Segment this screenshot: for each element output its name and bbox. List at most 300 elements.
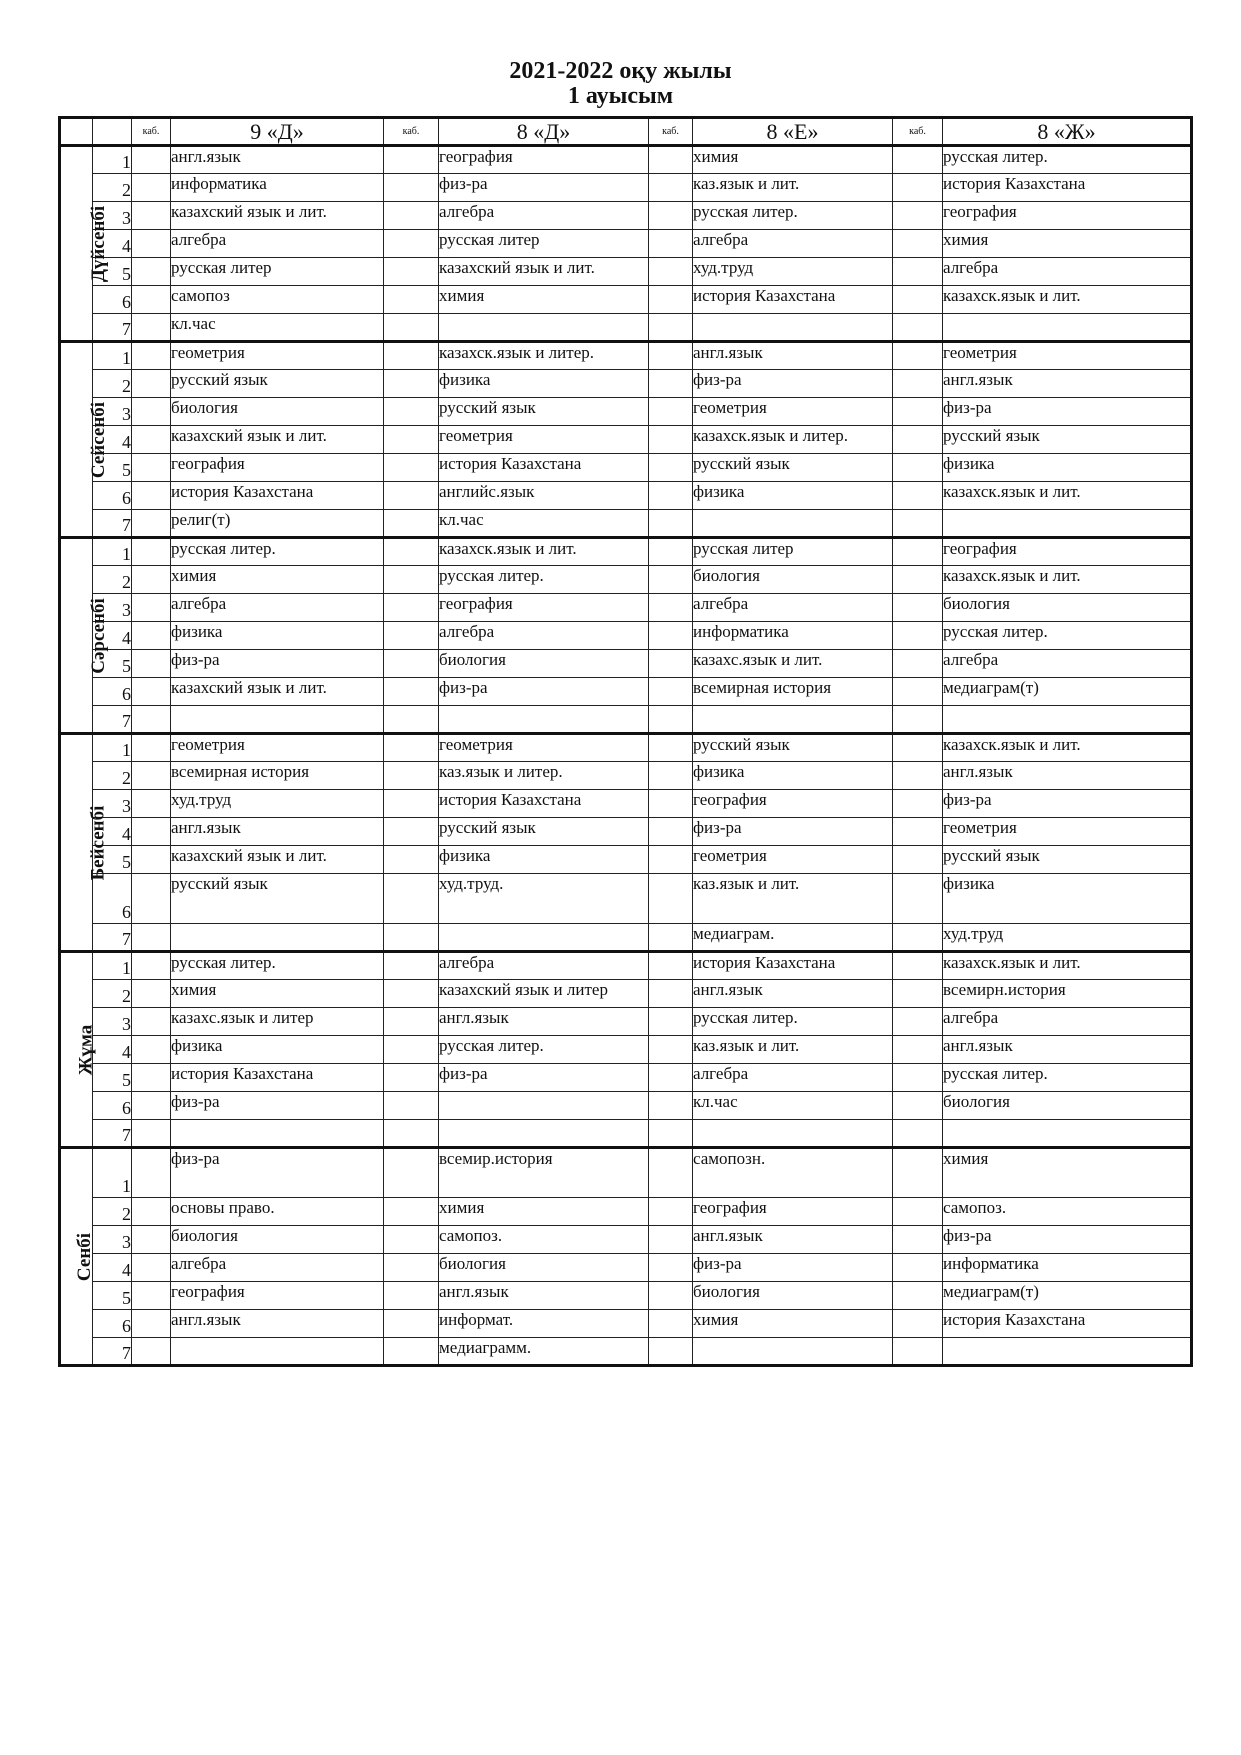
subject-cell: геометрия [943,342,1192,370]
lesson-number: 3 [93,398,132,426]
kab-cell [384,538,439,566]
subject-cell: каз.язык и лит. [693,174,893,202]
subject-cell: англ.язык [943,1036,1192,1064]
subject-cell: казахский язык и лит. [171,678,384,706]
subject-cell: алгебра [439,952,649,980]
kab-cell [384,594,439,622]
lesson-row [60,538,1192,566]
lesson-number: 4 [93,818,132,846]
subject-cell [693,510,893,538]
kab-cell [893,1008,943,1036]
subject-cell: физика [943,874,1192,924]
kab-cell [384,706,439,734]
kab-cell [649,734,693,762]
subject-cell: медиаграм(т) [943,1282,1192,1310]
kab-cell [384,286,439,314]
subject-cell: русский язык [439,398,649,426]
kab-cell [649,1008,693,1036]
lesson-number: 6 [93,874,132,924]
kab-cell [649,146,693,174]
subject-cell: казахск.язык и лит. [943,734,1192,762]
kab-cell [384,1310,439,1338]
kab-cell [384,924,439,952]
subject-cell: казахский язык и литер [439,980,649,1008]
subject-cell: физ-ра [693,370,893,398]
lesson-row [60,1008,1192,1036]
lesson-number: 7 [93,314,132,342]
subject-cell [943,1338,1192,1366]
kab-cell [132,1064,171,1092]
kab-cell [649,1310,693,1338]
subject-cell: русский язык [943,426,1192,454]
kab-cell [649,678,693,706]
lesson-row [60,622,1192,650]
subject-cell: самопоз. [439,1226,649,1254]
lesson-row [60,1282,1192,1310]
lesson-row [60,594,1192,622]
lesson-row [60,1310,1192,1338]
day-name: Бейсенбі [87,805,109,880]
subject-cell: медиаграм. [693,924,893,952]
kab-cell [384,146,439,174]
lesson-row [60,202,1192,230]
lesson-number: 5 [93,650,132,678]
kab-cell [132,370,171,398]
class-header-8e: 8 «Е» [693,118,893,146]
kab-cell [649,980,693,1008]
schedule-table [58,116,1193,1367]
kab-cell [132,734,171,762]
lesson-row [60,1226,1192,1254]
kab-cell [649,1226,693,1254]
kab-cell [132,566,171,594]
kab-cell [384,1148,439,1198]
kab-cell [893,1254,943,1282]
subject-cell: физ-ра [693,818,893,846]
subject-cell: казахск.язык и лит. [943,566,1192,594]
lesson-row [60,398,1192,426]
subject-cell: медиаграмм. [439,1338,649,1366]
kab-cell [649,286,693,314]
subject-cell [943,510,1192,538]
kab-cell [893,426,943,454]
lesson-number: 6 [93,678,132,706]
kab-cell [893,734,943,762]
kab-cell [384,1226,439,1254]
kab-cell [132,174,171,202]
kab-cell [649,1198,693,1226]
kab-cell [132,706,171,734]
kab-cell [893,1198,943,1226]
kab-cell [132,510,171,538]
kab-cell [893,146,943,174]
subject-cell: англ.язык [693,342,893,370]
kab-header: каб. [384,118,439,146]
kab-cell [649,230,693,258]
kab-cell [384,202,439,230]
subject-cell: химия [171,566,384,594]
lesson-number: 4 [93,230,132,258]
kab-cell [893,874,943,924]
kab-cell [893,1092,943,1120]
kab-cell [893,1310,943,1338]
kab-cell [132,1282,171,1310]
kab-cell [132,426,171,454]
subject-cell: основы право. [171,1198,384,1226]
kab-cell [893,314,943,342]
lesson-row [60,426,1192,454]
subject-cell: алгебра [693,1064,893,1092]
lesson-number: 6 [93,286,132,314]
subject-cell: русская литер. [171,952,384,980]
kab-cell [132,538,171,566]
kab-cell [893,762,943,790]
subject-cell: история Казахстана [439,454,649,482]
subject-cell [943,706,1192,734]
kab-cell [893,846,943,874]
lesson-number: 4 [93,1036,132,1064]
lesson-number: 5 [93,1282,132,1310]
lesson-row [60,566,1192,594]
subject-cell: физ-ра [439,678,649,706]
kab-cell [649,650,693,678]
class-header-8d: 8 «Д» [439,118,649,146]
subject-cell: казахс.язык и литер [171,1008,384,1036]
kab-cell [132,650,171,678]
subject-cell: геометрия [171,734,384,762]
kab-cell [893,622,943,650]
lesson-row [60,1254,1192,1282]
subject-cell: геометрия [943,818,1192,846]
kab-cell [649,510,693,538]
lesson-number: 1 [93,342,132,370]
lesson-row [60,924,1192,952]
kab-cell [649,924,693,952]
lesson-number: 6 [93,1310,132,1338]
lesson-row [60,314,1192,342]
kab-cell [384,678,439,706]
kab-cell [893,706,943,734]
kab-cell [384,762,439,790]
page-title: 2021-2022 оқу жылы [509,58,732,84]
subject-cell: биология [171,1226,384,1254]
subject-cell: самопозн. [693,1148,893,1198]
subject-cell: геометрия [693,398,893,426]
kab-cell [893,342,943,370]
kab-cell [893,980,943,1008]
subject-cell: англ.язык [439,1282,649,1310]
subject-cell: физ-ра [171,1092,384,1120]
subject-cell: русская литер. [439,566,649,594]
kab-cell [649,622,693,650]
subject-cell: химия [943,1148,1192,1198]
kab-cell [649,566,693,594]
lesson-row [60,258,1192,286]
lesson-number: 3 [93,1226,132,1254]
subject-cell: религ(т) [171,510,384,538]
lesson-row [60,1148,1192,1198]
kab-cell [384,1120,439,1148]
kab-cell [384,734,439,762]
lesson-number: 2 [93,566,132,594]
kab-cell [132,482,171,510]
kab-cell [893,678,943,706]
lesson-row [60,980,1192,1008]
kab-cell [893,1148,943,1198]
lesson-number: 5 [93,1064,132,1092]
kab-cell [384,1008,439,1036]
kab-cell [132,762,171,790]
subject-cell: худ.труд [171,790,384,818]
subject-cell: русский язык [439,818,649,846]
subject-cell: физ-ра [943,1226,1192,1254]
subject-cell: история Казахстана [693,952,893,980]
kab-cell [893,594,943,622]
subject-cell: биология [943,594,1192,622]
kab-cell [384,1036,439,1064]
kab-cell [384,174,439,202]
subject-cell: география [171,454,384,482]
kab-cell [649,1338,693,1366]
subject-cell: физ-ра [171,1148,384,1198]
day-label-cell [60,952,97,1148]
kab-cell [893,818,943,846]
subject-cell: физика [693,762,893,790]
subject-cell: геометрия [439,734,649,762]
subject-cell: русская литер. [439,1036,649,1064]
lesson-number: 3 [93,790,132,818]
lesson-number: 4 [93,1254,132,1282]
subject-cell: физ-ра [439,1064,649,1092]
subject-cell: биология [171,398,384,426]
subject-cell: русская литер. [171,538,384,566]
lesson-row [60,174,1192,202]
kab-cell [649,818,693,846]
subject-cell [693,1120,893,1148]
kab-cell [649,1036,693,1064]
lesson-number: 4 [93,426,132,454]
subject-cell: физ-ра [943,790,1192,818]
kab-cell [893,1120,943,1148]
kab-cell [893,398,943,426]
subject-cell: геометрия [171,342,384,370]
lesson-row [60,1198,1192,1226]
subject-cell: физика [171,1036,384,1064]
kab-cell [649,174,693,202]
class-header-9d: 9 «Д» [171,118,384,146]
subject-cell: информат. [439,1310,649,1338]
kab-cell [132,678,171,706]
kab-cell [384,952,439,980]
kab-cell [132,230,171,258]
subject-cell: англ.язык [943,370,1192,398]
subject-cell: биология [943,1092,1192,1120]
subject-cell: каз.язык и лит. [693,874,893,924]
subject-cell: физ-ра [171,650,384,678]
kab-cell [132,258,171,286]
subject-cell: русская литер [171,258,384,286]
lesson-row [60,846,1192,874]
schedule-body [60,146,1192,1366]
kab-cell [384,622,439,650]
subject-cell: англ.язык [171,818,384,846]
lesson-row [60,1036,1192,1064]
kab-cell [132,398,171,426]
kab-cell [893,1064,943,1092]
subject-cell: алгебра [171,594,384,622]
header-row [60,118,1192,146]
day-label-cell [60,1148,96,1366]
kab-cell [132,1198,171,1226]
kab-cell [893,924,943,952]
subject-cell: информатика [943,1254,1192,1282]
lesson-row [60,706,1192,734]
subject-cell: русский язык [943,846,1192,874]
lesson-row [60,370,1192,398]
kab-header: каб. [132,118,171,146]
subject-cell [439,314,649,342]
subject-cell: информатика [693,622,893,650]
subject-cell: всемирная история [171,762,384,790]
subject-cell [439,1120,649,1148]
subject-cell: казахский язык и лит. [171,846,384,874]
lesson-number: 2 [93,370,132,398]
subject-cell: алгебра [943,650,1192,678]
subject-cell: история Казахстана [439,790,649,818]
lesson-number: 5 [93,454,132,482]
kab-cell [893,286,943,314]
kab-cell [384,980,439,1008]
subject-cell: кл.час [171,314,384,342]
subject-cell: история Казахстана [693,286,893,314]
day-label-cell [60,538,109,734]
kab-cell [132,1148,171,1198]
kab-cell [893,230,943,258]
kab-cell [649,1282,693,1310]
subject-cell: кл.час [693,1092,893,1120]
subject-cell: химия [693,1310,893,1338]
kab-cell [132,846,171,874]
kab-cell [384,230,439,258]
lesson-number: 6 [93,1092,132,1120]
lesson-number: 7 [93,510,132,538]
kab-cell [649,258,693,286]
subject-cell: кл.час [439,510,649,538]
kab-cell [649,1254,693,1282]
subject-cell: английс.язык [439,482,649,510]
lesson-number: 7 [93,1120,132,1148]
subject-cell: казахск.язык и лит. [943,286,1192,314]
kab-cell [384,1338,439,1366]
kab-cell [132,1008,171,1036]
subject-cell: русская литер. [943,146,1192,174]
kab-cell [132,1226,171,1254]
kab-cell [649,454,693,482]
subject-cell: алгебра [693,594,893,622]
subject-cell: алгебра [171,230,384,258]
subject-cell: казахск.язык и лит. [439,538,649,566]
kab-cell [893,650,943,678]
subject-cell: алгебра [439,202,649,230]
lesson-number: 3 [93,594,132,622]
kab-cell [384,314,439,342]
kab-cell [384,426,439,454]
subject-cell: самопоз. [943,1198,1192,1226]
kab-cell [649,1120,693,1148]
kab-cell [893,790,943,818]
kab-cell [132,952,171,980]
subject-cell [171,1120,384,1148]
kab-cell [893,566,943,594]
lesson-number: 1 [93,1148,132,1198]
subject-cell [171,706,384,734]
subject-cell: химия [943,230,1192,258]
kab-cell [384,790,439,818]
lesson-num-header [93,118,132,146]
kab-cell [893,174,943,202]
subject-cell: геометрия [693,846,893,874]
lesson-number: 2 [93,1198,132,1226]
kab-cell [384,370,439,398]
kab-cell [649,426,693,454]
kab-cell [384,454,439,482]
kab-cell [649,790,693,818]
kab-cell [132,146,171,174]
lesson-row [60,952,1192,980]
subject-cell: казахск.язык и лит. [943,952,1192,980]
kab-cell [132,1092,171,1120]
lesson-number: 3 [93,202,132,230]
lesson-row [60,790,1192,818]
subject-cell [693,314,893,342]
kab-cell [384,1198,439,1226]
kab-cell [649,874,693,924]
kab-cell [132,790,171,818]
subject-cell: география [943,202,1192,230]
kab-cell [384,818,439,846]
kab-cell [132,818,171,846]
subject-cell: история Казахстана [943,1310,1192,1338]
kab-cell [649,706,693,734]
kab-cell [132,1036,171,1064]
subject-cell: физ-ра [439,174,649,202]
kab-cell [132,454,171,482]
lesson-number: 5 [93,846,132,874]
subject-cell: география [693,1198,893,1226]
corner-cell [60,118,93,146]
subject-cell: англ.язык [171,1310,384,1338]
lesson-row [60,1092,1192,1120]
lesson-row [60,678,1192,706]
subject-cell: медиаграм(т) [943,678,1192,706]
kab-cell [132,286,171,314]
subject-cell: биология [439,1254,649,1282]
subject-cell: казахск.язык и литер. [439,342,649,370]
kab-cell [384,874,439,924]
kab-cell [893,1226,943,1254]
lesson-number: 2 [93,762,132,790]
lesson-row [60,1338,1192,1366]
subject-cell: русский язык [171,370,384,398]
kab-cell [649,314,693,342]
subject-cell: казахский язык и лит. [439,258,649,286]
lesson-row [60,146,1192,174]
lesson-number: 7 [93,1338,132,1366]
subject-cell: физ-ра [943,398,1192,426]
lesson-row [60,734,1192,762]
page-subtitle: 1 ауысым [567,83,674,109]
subject-cell: физика [171,622,384,650]
